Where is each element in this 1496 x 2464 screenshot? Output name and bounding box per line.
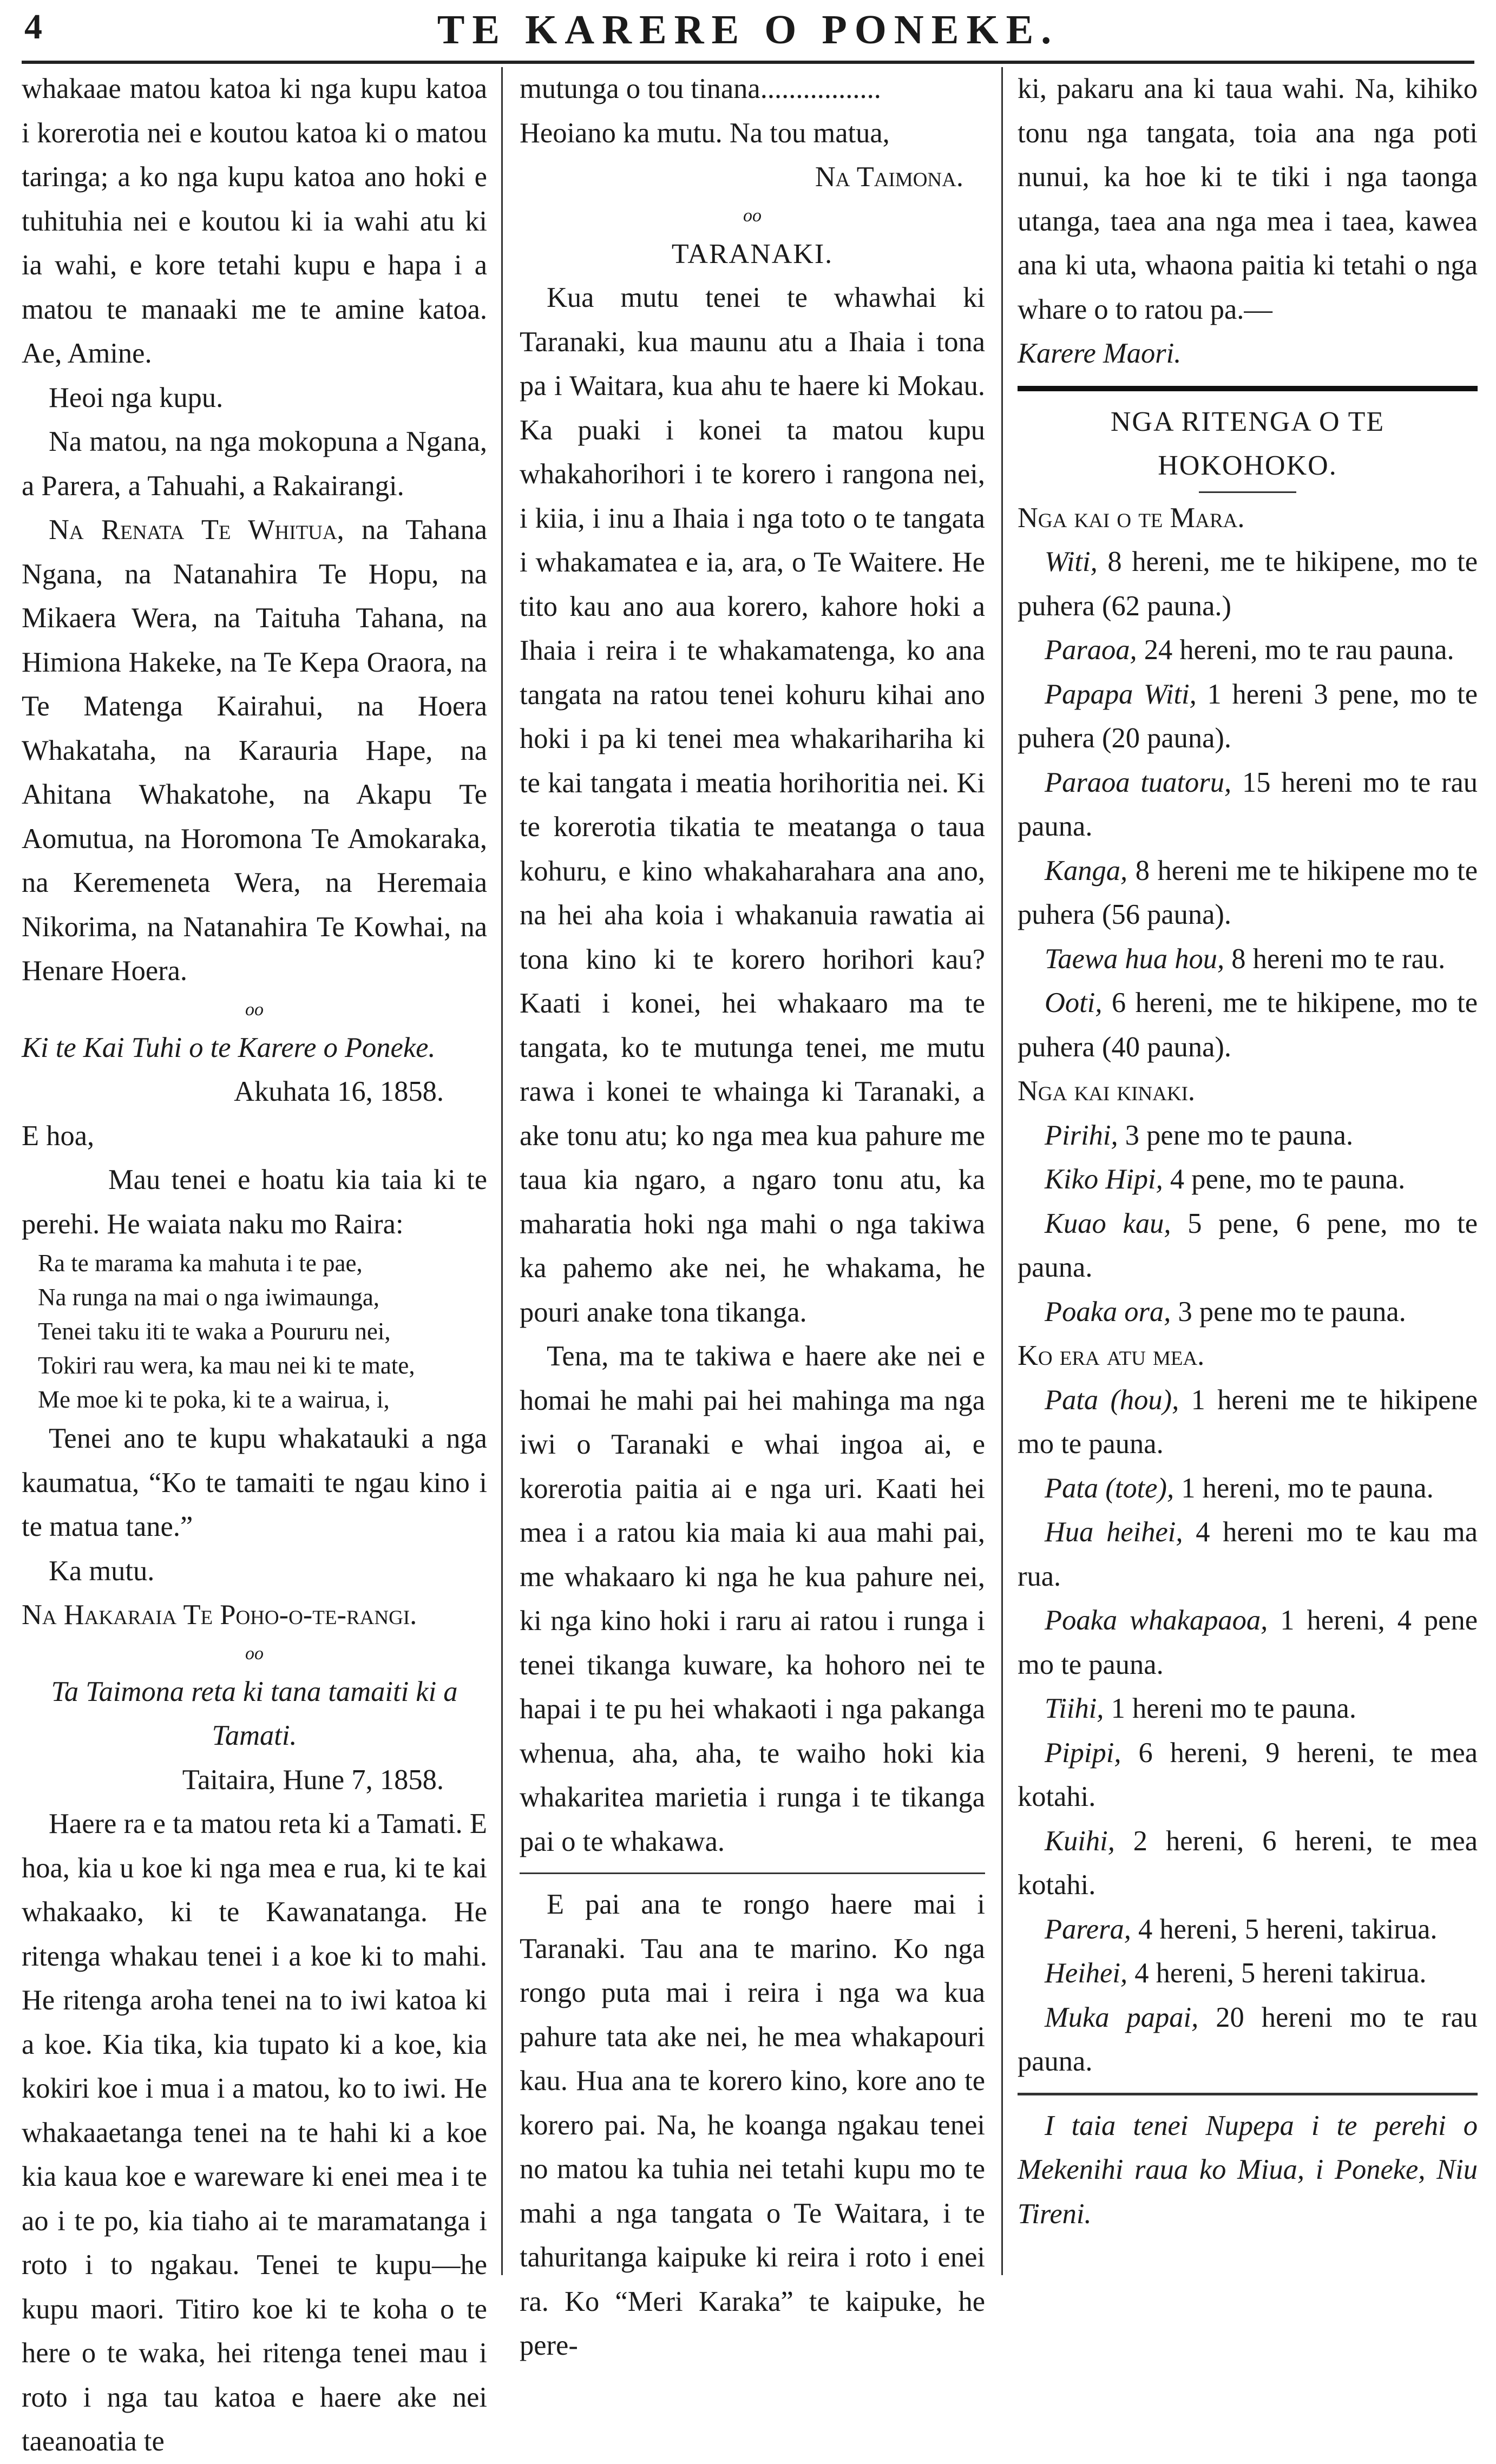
paragraph: Kua mutu tenei te whawhai ki Taranaki, kua maunu atu a Ihaia i tona pa i Waitara, kua ahu te haere ki Mokau. Ka puaki i konei ta matou kupu whakahorihori i te korero i rangona nei, i kiia, i inu a Ihaia i nga toto o te tangata i whakamatea e ia, ara, o Te Waitere. He tito kau ano aua korero, kahore hoki a Ihaia i reira i te whakamatenga, ko ana tangata na ratou tenei kohuru kihai ano hoki i pa ki tenei mea whakarihariha ki te kai tangata i meatia horihoritia nei. Ki te korerotia tikatia te meatanga o taua kohuru, e kino whakaharahara ana ano, na hei aha koia i whakanuia rawatia ai tona kino ki te korero horihori kau? Kaati i konei, hei whakaaro ma te tangata, ko te mutunga tenei, me mutu rawa i konei te whainga ki Taranaki, a ake tonu atu; ko nga mea kua pahure me taua kia ngaro, a ngaro tonu atu, ka maharatia hoki nga mahi o nga takiwa ka pahemo ake nei, he whakama, he pouri anake tona tikanga. (520, 282, 985, 1328)
poem-line: Ra te marama ka mahuta i te pae, (38, 1250, 363, 1277)
divider (1018, 2093, 1478, 2095)
paragraph: Tenei ano te kupu whakatauki a nga kaumatua, “Ko te tamaiti te ngau kino i te matua tane.” (22, 1423, 487, 1542)
price-item-desc: 4 pene, mo te pauna. (1170, 1164, 1406, 1195)
paragraph: mutunga o tou tinana................. (520, 73, 881, 104)
poem (22, 1246, 487, 1417)
page-header (22, 5, 1474, 60)
column-divider (1001, 67, 1003, 2275)
price-item-name: Taewa hua hou, (1045, 943, 1225, 975)
price-item-desc: 20 hereni mo te rau pauna. (1018, 2001, 1478, 2077)
price-entry (1018, 1819, 1478, 1908)
price-item-name: Kuihi, (1045, 1825, 1115, 1857)
price-entry (1018, 673, 1478, 761)
price-item-desc: 8 hereni mo te rau. (1231, 943, 1446, 975)
paragraph: Heoiano ka mutu. Na tou matua, (520, 117, 890, 149)
price-item-name: Paraoa tuatoru, (1045, 766, 1232, 798)
subheading: Nga kai o te Mara. (1018, 502, 1245, 534)
price-item-name: Kiko Hipi, (1045, 1164, 1163, 1195)
price-item-name: Paraoa, (1045, 634, 1137, 666)
price-entry (1018, 628, 1478, 673)
price-item-desc: 15 hereni mo te rau pauna. (1018, 766, 1478, 842)
paragraph: Na matou, na nga mokopuna a Ngana, a Parera, a Tahuahi, a Rakairangi. (22, 426, 487, 502)
price-entry (1018, 1114, 1478, 1158)
header-rule (22, 61, 1474, 64)
price-item-desc: 6 hereni, me te hikipene, mo te puhera (40 pauna). (1018, 987, 1478, 1063)
signatories-paragraph (22, 508, 487, 994)
column-1 (22, 67, 488, 2457)
column-3 (1018, 67, 1478, 2275)
price-item-desc: 8 hereni, me te hikipene, mo te puhera (62 pauna.) (1018, 546, 1478, 622)
price-item-name: Kuao kau, (1045, 1207, 1171, 1239)
price-item-name: Poaka whakapaoa, (1045, 1605, 1268, 1636)
price-item-desc: 4 hereni, 5 hereni takirua. (1134, 1957, 1427, 1989)
price-entry (1018, 981, 1478, 1069)
price-item-name: Papapa Witi, (1045, 678, 1197, 710)
price-item-desc: 6 hereni, 9 hereni, te mea kotahi. (1018, 1737, 1478, 1812)
price-item-name: Ooti, (1045, 987, 1103, 1019)
poem-line: Me moe ki te poka, ki te a wairua, i, (38, 1386, 390, 1413)
subheading: Ko era atu mea. (1018, 1340, 1205, 1371)
price-entry (1018, 1378, 1478, 1467)
masthead-title: TE KARERE O PONEKE. (437, 7, 1059, 52)
price-item-name: Witi, (1045, 546, 1098, 577)
signoff: Na Hakaraia Te Poho-o-te-rangi. (22, 1599, 417, 1631)
price-item-name: Pata (tote), (1045, 1472, 1175, 1504)
poem-line: Tokiri rau wera, ka mau nei ki te mate, (38, 1352, 415, 1379)
subheading: Nga kai kinaki. (1018, 1075, 1196, 1107)
column-2 (520, 67, 985, 2361)
paragraph: E pai ana te rongo haere mai i Taranaki. Tau ana te marino. Ko nga rongo puta mai i reira i nga wa kua pahure tata ake nei, he mea whakapouri kau. Hua ana te korero kino, kore ano te korero pai. Na, he koanga ngakau tenei no matou ka tuhia nei tetahi kupu mo te mahi a nga tangata o Te Waitara, i te tahuritanga kaipuke ki reira i roto i enei ra. Ko “Meri Karaka” te kaipuke, he pere- (520, 1889, 985, 2361)
price-entry (1018, 1290, 1478, 1335)
price-entry (1018, 761, 1478, 849)
poem-line: Tenei taku iti te waka a Poururu nei, (38, 1318, 391, 1345)
paragraph: Ka mutu. (49, 1555, 155, 1587)
price-list (1018, 1378, 1478, 2084)
price-list (1018, 1114, 1478, 1335)
paragraph: Haere ra e ta matou reta ki a Tamati. E hoa, kia u koe ki nga mea e rua, ki te kai whakaako, ki te Kawanatanga. He ritenga whakau tenei i a koe ki to mahi. He ritenga aroha tenei na to iwi katoa ki a koe. Kia tika, kia tupato ki a koe, kia kokiri koe i mua i a matou, ko to iwi. He whakaaetanga tenei na te hahi ki a koe kia kaua koe e wareware ki enei mea i te ao i te po, kia tiaho ai te maramatanga i roto i to ngakau. Tenei te kupu—he kupu maori. Titiro koe ki te koha o te here o te waka, hei ritenga tenei mau i roto i nga tau katoa e haere ake nei taeanoatia te (22, 1808, 487, 2457)
price-entry (1018, 1158, 1478, 1202)
section-separator: oo (245, 999, 264, 1020)
section-separator: oo (743, 205, 762, 226)
signature: Na Taimona. (815, 161, 963, 193)
price-item-desc: 24 hereni, mo te rau pauna. (1144, 634, 1454, 666)
price-item-desc: 4 hereni, 5 hereni, takirua. (1138, 1913, 1438, 1945)
paragraph: whakaae matou katoa ki nga kupu katoa i korerotia nei e koutou katoa ki o matou taringa; a ko nga kupu katoa ano hoki e tuhituhia nei e koutou ki ia wahi atu ki ia wahi, e kore tetahi kupu e hapa i a matou te manaaki me te amine katoa. Ae, Amine. (22, 73, 487, 369)
price-item-desc: 1 hereni mo te pauna. (1111, 1693, 1356, 1724)
price-entry (1018, 540, 1478, 628)
letter-title: Ki te Kai Tuhi o te Karere o Poneke. (22, 1031, 436, 1063)
price-entry (1018, 937, 1478, 982)
price-entry (1018, 1599, 1478, 1687)
letter-date: Taitaira, Hune 7, 1858. (182, 1764, 444, 1796)
price-entry (1018, 1687, 1478, 1731)
salutation: E hoa, (22, 1120, 95, 1152)
price-list (1018, 540, 1478, 1069)
divider (1018, 386, 1478, 391)
divider (1199, 491, 1296, 493)
price-item-desc: 5 pene, 6 pene, mo te pauna. (1018, 1207, 1478, 1283)
price-item-name: Pirihi, (1045, 1119, 1118, 1151)
letter-date: Akuhata 16, 1858. (234, 1076, 444, 1107)
price-entry (1018, 1202, 1478, 1290)
divider (520, 1872, 985, 1874)
price-item-desc: 3 pene mo te pauna. (1178, 1296, 1406, 1328)
price-item-name: Muka papai, (1045, 2001, 1199, 2033)
column-divider (501, 67, 503, 2275)
price-item-desc: 1 hereni me te hikipene mo te pauna. (1018, 1384, 1478, 1460)
price-item-desc: 1 hereni 3 pene, mo te puhera (20 pauna). (1018, 678, 1478, 754)
price-entry (1018, 1996, 1478, 2084)
colophon: I taia tenei Nupepa i te perehi o Mekenihi raua ko Miua, i Poneke, Niu Tireni. (1018, 2110, 1478, 2230)
poem-line: Na runga na mai o nga iwimaunga, (38, 1284, 380, 1311)
section-heading: NGA RITENGA O TE HOKOHOKO. (1110, 406, 1385, 481)
price-entry (1018, 1510, 1478, 1599)
letter-title: Ta Taimona reta ki tana tamaiti ki a Tamati. (51, 1675, 458, 1751)
price-item-name: Heihei, (1045, 1957, 1128, 1989)
price-entry (1018, 1467, 1478, 1511)
paragraph: Tena, ma te takiwa e haere ake nei e homai he mahi pai hei mahinga ma nga iwi o Taranaki e whai ingoa ai, e korerotia paitia ai e nga uri. Kaati hei mea i a ratou kia maia ki aua mahi pai, me whakaaro ki nga he kua pahure nei, ki nga kino hoki i raru ai ratou i runga i tenei tikanga kuware, ka hohoro nei te hapai i te pu hei whakaoti i nga pakanga whenua, aha, aha, te waiho hoki kia whakaritea marietia i runga i te tikanga pai o te whakawa. (520, 1341, 985, 1857)
price-entry (1018, 1908, 1478, 1952)
price-item-name: Tiihi, (1045, 1693, 1104, 1724)
price-item-desc: 1 hereni, 4 pene mo te pauna. (1018, 1605, 1478, 1680)
price-item-name: Kanga, (1045, 855, 1128, 886)
price-entry (1018, 1952, 1478, 1996)
section-heading: TARANAKI. (671, 238, 834, 270)
section-separator: oo (245, 1643, 264, 1664)
paragraph: Heoi nga kupu. (49, 382, 224, 413)
price-item-name: Pata (hou), (1045, 1384, 1179, 1416)
paragraph: Mau tenei e hoatu kia taia ki te perehi. He waiata naku mo Raira: (22, 1164, 487, 1240)
source-credit: Karere Maori. (1018, 338, 1182, 369)
price-item-desc: 2 hereni, 6 hereni, te mea kotahi. (1018, 1825, 1478, 1901)
paragraph: ki, pakaru ana ki taua wahi. Na, kihiko tonu nga tangata, toia ana nga poti nunui, ka hoe ki te tiki i nga taonga utanga, taea ana nga mea i taea, kawea ana ki uta, whaona paitia ki tetahi o nga whare o to ratou pa.— (1018, 73, 1478, 325)
price-item-desc: 3 pene mo te pauna. (1125, 1119, 1354, 1151)
price-item-desc: 1 hereni, mo te pauna. (1181, 1472, 1434, 1504)
signatory-name: Na Renata Te Whitua, (49, 514, 344, 546)
price-item-desc: 8 hereni me te hikipene mo te puhera (56 pauna). (1018, 855, 1478, 930)
price-item-name: Hua heihei, (1045, 1516, 1183, 1548)
signatory-list: na Tahana Ngana, na Natanahira Te Hopu, na Mikaera Wera, na Taituha Tahana, na Himiona Hakeke, na Te Kepa Oraora, na Te Matenga Kairahui, na Hoera Whakataha, na Karauria Hape, na Ahitana Whakatohe, na Akapu Te Aomutua, na Horomona Te Amokaraka, na Keremeneta Wera, na Heremaia Nikorima, na Natanahira Te Kowhai, na Henare Hoera. (22, 514, 488, 987)
price-item-desc: 4 hereni mo te kau ma rua. (1018, 1516, 1478, 1592)
price-item-name: Poaka ora, (1045, 1296, 1171, 1328)
price-item-name: Parera, (1045, 1913, 1131, 1945)
page-number: 4 (24, 7, 42, 47)
price-entry (1018, 1731, 1478, 1819)
price-entry (1018, 849, 1478, 937)
price-item-name: Pipipi, (1045, 1737, 1121, 1769)
